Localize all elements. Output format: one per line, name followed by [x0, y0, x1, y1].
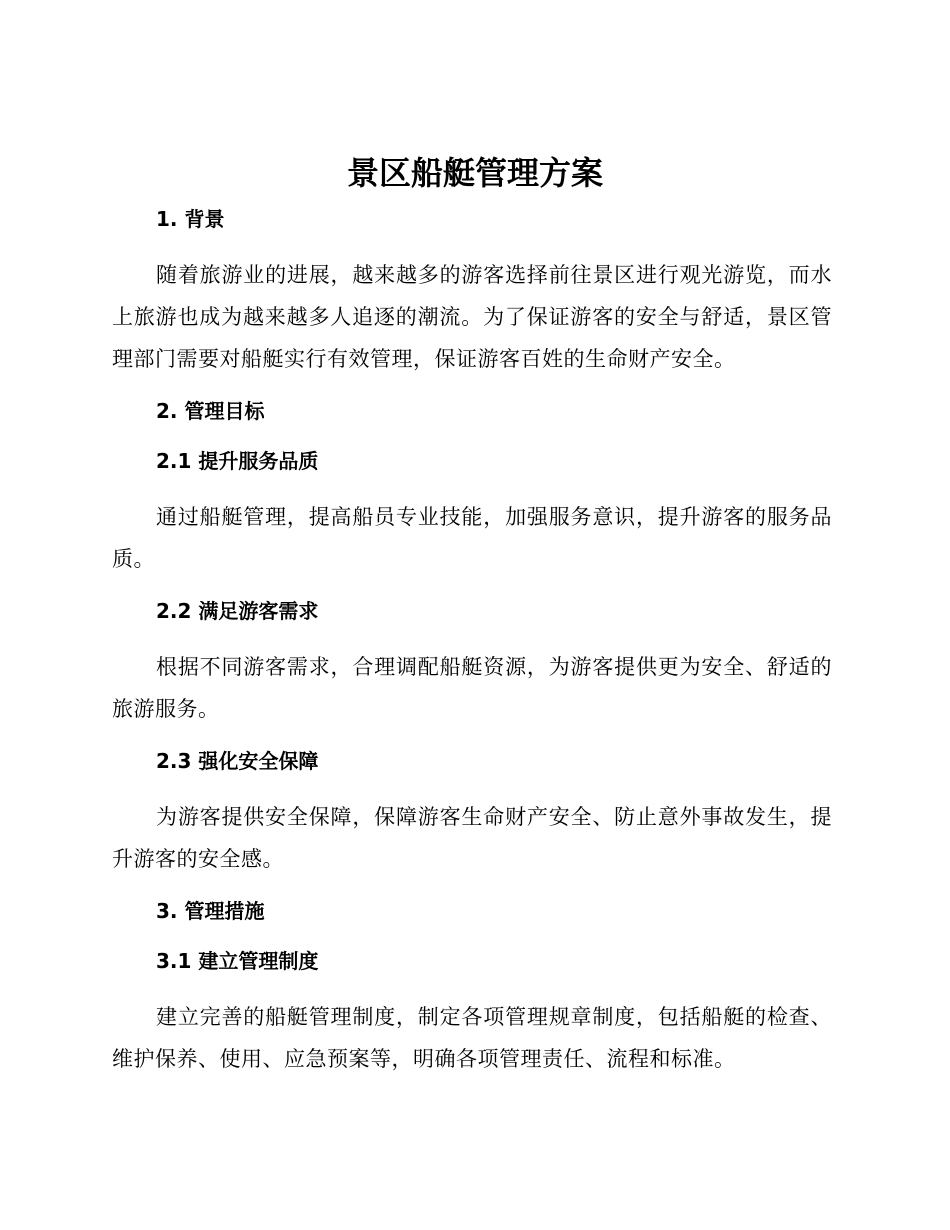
document-body [112, 200, 832, 1080]
document-title: 景区船艇管理方案 [346, 154, 603, 192]
service-quality-paragraph: 通过船艇管理，提高船员专业技能，加强服务意识，提升游客的服务品质。 [112, 505, 832, 571]
background-paragraph: 随着旅游业的进展，越来越多的游客选择前往景区进行观光游览，而水上旅游也成为越来越多人追逐的潮流。为了保证游客的安全与舒适，景区管理部门需要对船艇实行有效管理，保证游客百姓的生命财产安全。 [112, 263, 832, 371]
section-heading-background: 1. 背景 [156, 207, 225, 231]
section-heading-goals: 2. 管理目标 [156, 399, 265, 423]
visitor-needs-paragraph: 根据不同游客需求，合理调配船艇资源，为游客提供更为安全、舒适的旅游服务。 [112, 655, 832, 721]
safety-paragraph: 为游客提供安全保障，保障游客生命财产安全、防止意外事故发生，提升游客的安全感。 [112, 805, 832, 871]
subsection-heading-management-system: 3.1 建立管理制度 [156, 949, 319, 973]
section-heading-measures: 3. 管理措施 [156, 899, 265, 923]
subsection-heading-service-quality: 2.1 提升服务品质 [156, 449, 319, 473]
management-system-paragraph: 建立完善的船艇管理制度，制定各项管理规章制度，包括船艇的检查、维护保养、使用、应急预案等，明确各项管理责任、流程和标准。 [112, 1005, 832, 1071]
subsection-heading-safety: 2.3 强化安全保障 [156, 749, 319, 773]
subsection-heading-visitor-needs: 2.2 满足游客需求 [156, 599, 319, 623]
